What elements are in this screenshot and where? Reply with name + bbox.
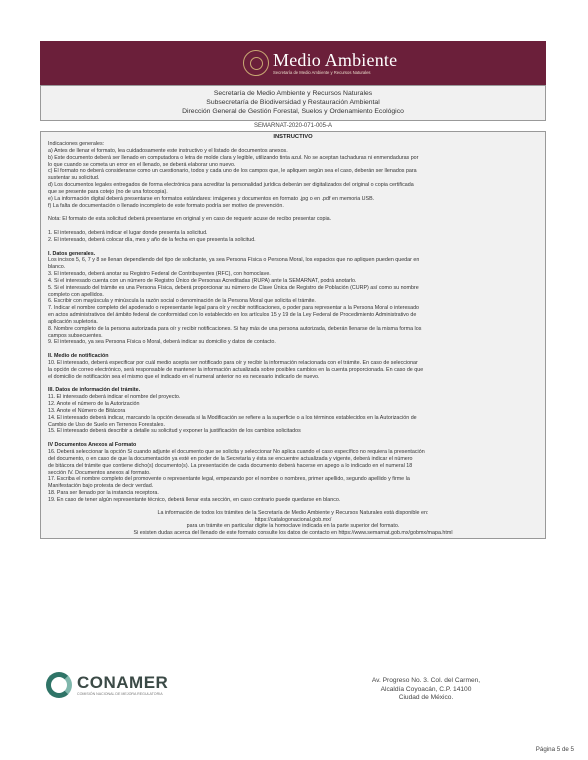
conamer-name: CONAMER (77, 673, 169, 692)
instruction-line: 16. Deberá seleccionar la opción Si cuando adjunte el documento que se solicita y seleccionar No aplica cuando el caso específico no requiera la presentación (48, 448, 425, 455)
instruction-line (48, 209, 538, 216)
instruction-line: f) La falta de documentación o llenado incompleto de este formato podría ser motivo de prevención. (48, 202, 284, 209)
form-code: SEMARNAT-2020-071-005-A (254, 123, 332, 129)
instructivo-lines (48, 141, 538, 504)
instruction-line: Los incisos 5, 6, 7 y 8 se llenan dependiendo del tipo de solicitante, ya sea Persona Física o Persona Moral, los espacios que no apliquen pueden quedar en (48, 257, 420, 264)
instruction-line: 13. Anote el Número de Bitácora (48, 407, 126, 414)
logo-subtitle: Secretaría de Medio Ambiente y Recursos Naturales (273, 70, 371, 75)
instructivo-footer (48, 510, 538, 537)
instruction-line: el domicilio de notificación sea el mismo que el indicado en el numeral anterior no es necesario indicarlo de nuevo. (48, 373, 320, 380)
header-line: Subsecretaría de Biodiversidad y Restauración Ambiental (206, 99, 380, 106)
instruction-line: sección IV. Documentos anexos al formato. (48, 469, 151, 476)
instruction-line: e) La información digital deberá presentarse en formatos estándares: imágenes y documentos en formato .jpg o en .pdf en memoria USB. (48, 195, 375, 202)
header-line: Secretaría de Medio Ambiente y Recursos Naturales (213, 90, 373, 97)
instruction-line: sustentar su solicitud. (48, 175, 100, 182)
address-line: Ciudad de México. (398, 694, 454, 701)
instruction-line: 18. Para ser llenado por la instancia receptora. (48, 490, 159, 497)
instruction-line: Indicaciones generales: (48, 141, 105, 147)
instruction-line: lo que cuando se cometa un error en el llenado, se deberá elaborar uno nuevo. (48, 161, 236, 168)
instruction-line: completo con apellidos. (48, 291, 104, 298)
instruction-line: d) Los documentos legales entregados de forma electrónica para acreditar la personalidad jurídica deberán ser digitalizados del original o copia certificada (48, 182, 414, 189)
instruction-line: 1. El interesado, deberá indicar el lugar donde presenta la solicitud. (48, 229, 208, 236)
instruction-line: 6. Escribir con mayúscula y minúscula la razón social o denominación de la Persona Moral que solicita el trámite. (48, 298, 316, 305)
header-box (40, 85, 546, 121)
instruction-line: 5. Si el interesado del trámite es una Persona Física, deberá proporcionar su número de Clave Única de Registro de Población (CURP) así como su nombre (48, 284, 419, 291)
conamer-subtitle: COMISIÓN NACIONAL DE MEJORA REGULATORIA (77, 692, 163, 696)
instruction-line: Manifestación bajo protesta de decir verdad. (48, 483, 154, 490)
instruction-line: en actos administrativos del ámbito federal de conformidad con lo establecido en los artículos 15 y 19 de la Ley Federal de Procedimiento Administrativo de (48, 312, 417, 319)
government-seal-icon (243, 50, 269, 76)
instruction-line: 12. Anote el número de la Autorización (48, 401, 140, 408)
section-heading: III. Datos de información del trámite. (48, 387, 141, 394)
conamer-logo (46, 672, 168, 698)
page-number: Página 5 de 5 (535, 746, 574, 753)
section-heading: IV Documentos Anexos al Formato (48, 442, 137, 449)
instruction-line (48, 244, 538, 251)
instructivo-title: INSTRUCTIVO (273, 134, 313, 140)
address-block (330, 677, 522, 703)
info-line: La información de todos los trámites de la Secretaría de Medio Ambiente y Recursos Naturales está disponible en: (157, 509, 429, 516)
instruction-line: 10. El interesado, deberá especificar por cuál medio acepta ser notificado para oír y recibir la información relacionada con el trámite. En caso de seleccionar (48, 360, 418, 366)
instruction-line: 3. El interesado, deberá anotar su Registro Federal de Contribuyentes (RFC), con homoclave. (48, 271, 271, 278)
instruction-line: 7. Indicar el nombre completo del apoderado o representante legal para oír y recibir notificaciones, o poder para representar a la Persona Moral o interesado (48, 305, 420, 312)
logo-title: Medio Ambiente (273, 50, 398, 70)
instruction-line: a) Antes de llenar el formato, lea cuidadosamente este instructivo y el listado de documentos anexos. (48, 147, 288, 154)
medio-ambiente-logo (243, 50, 397, 76)
instruction-line: 19. En caso de tener algún representante técnico, deberá llenar esta sección, en caso contrario puede quedarse en blanco. (48, 496, 341, 503)
header-banner (40, 41, 546, 85)
conamer-mark-icon (46, 672, 72, 698)
instruction-line: b) Este documento deberá ser llenado en computadora o letra de molde clara y legible, utilizando tinta azul. No se aceptan tachaduras ni enmendaduras por (48, 154, 419, 161)
address-line: Alcaldía Coyoacán, C.P. 14100 (380, 685, 472, 693)
instruction-line: 11. El interesado deberá indicar el nombre del proyecto. (48, 394, 181, 401)
instruction-line (48, 381, 538, 388)
instruction-line: 14. El interesado deberá indicar, marcando la opción deseada si la Modificación se refiere a la superficie o a los términos establecidos en la Autorización de (48, 414, 417, 421)
instruction-line: aplicación supletoria. (48, 318, 98, 325)
section-heading: I. Datos generales. (48, 250, 96, 257)
instruction-line: campos subsecuentes. (48, 332, 103, 339)
instruction-line (48, 346, 538, 353)
instruction-line (48, 223, 538, 230)
info-line: para un trámite en particular digite la homoclave indicada en la parte superior del formato. (186, 523, 400, 530)
instruction-line: c) El formato no deberá considerarse como un cuestionario, todos y cada uno de los campos que, le apliquen según sea el caso, deberán ser llenados para (48, 168, 417, 175)
instruction-line: Cambio de Uso de Suelo en Terrenos Forestales. (48, 421, 165, 428)
instructivo-box (40, 131, 546, 539)
instruction-line: 17. Escriba el nombre completo del promovente o representante legal, empezando por el nombre o nombres, primer apellido, segundo apellido y firme la (48, 476, 410, 483)
address-line: Av. Progreso No. 3. Col. del Carmen, (371, 677, 481, 684)
instruction-line: del documento, o en caso de que la documentación ya esté en poder de la Secretaría y ésta se encuentre actualizada y vigente, deberá indicar el número (48, 455, 413, 462)
instruction-line: blanco. (48, 264, 66, 271)
instruction-line: la opción de correo electrónico, será responsable de mantener la información actualizada sobre posibles cambios en la cuenta proporcionada. En caso de que (48, 366, 424, 373)
instruction-line: 4. Si el interesado cuenta con un número de Registro Único de Personas Acreditadas (RUPA) ante la SEMARNAT, podrá anotarlo. (48, 277, 357, 284)
instruction-line: 9. El interesado, ya sea Persona Física o Moral, deberá indicar su domicilio y datos de contacto. (48, 339, 276, 346)
instruction-line: 8. Nombre completo de la persona autorizada para oír y recibir notificaciones. Si hay más de una persona autorizada, deberán llenarse de la misma forma los (48, 325, 422, 332)
instruction-line (48, 435, 538, 442)
header-line: Dirección General de Gestión Forestal, Suelos y Ordenamiento Ecológico (182, 108, 404, 115)
instruction-line: 2. El interesado, deberá colocar día, mes y año de la fecha en que presenta la solicitud. (48, 236, 256, 243)
instruction-line: de bitácora del trámite que contiene dicho(s) documento(s). La presentación de cada documento deberá hacerse en apego a lo indicado en el numeral 18 (48, 462, 413, 469)
instruction-line: 15. El interesado deberá describir a detalle su solicitud y exponer la justificación de los cambios solicitados (48, 428, 301, 435)
info-line: Si existen dudas acerca del llenado de este formato consulte los datos de contacto en https://www.semarnat.gob.mx/gobmx/mapa.html (133, 530, 453, 537)
info-line: https://catalogonacional.gob.mx/ (254, 516, 332, 523)
instruction-line: que se presente para cotejo (no de una fotocopia). (48, 188, 168, 195)
instruction-line: Nota: El formato de esta solicitud deberá presentarse en original y en caso de requerir acuse de recibo presentar copia. (48, 216, 332, 223)
section-heading: II. Medio de notificación (48, 353, 109, 360)
